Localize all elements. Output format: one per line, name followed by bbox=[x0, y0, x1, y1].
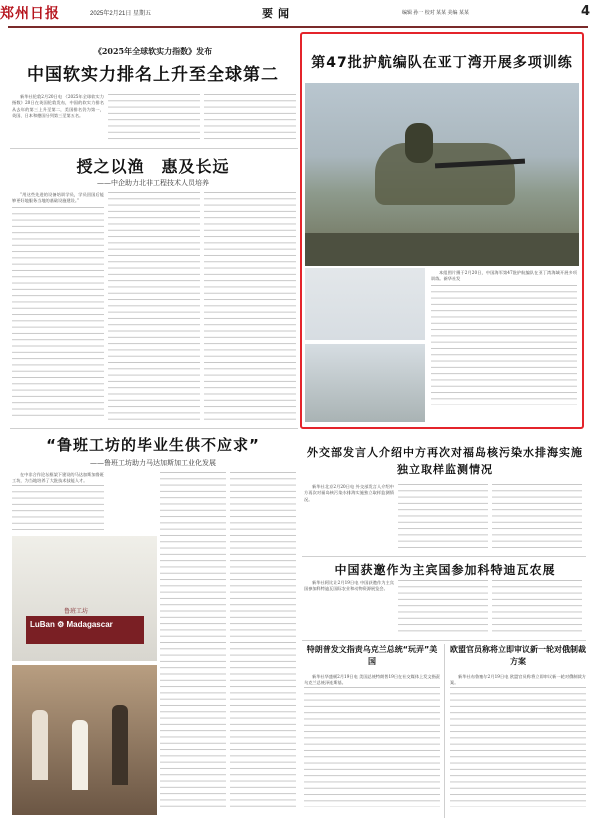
divider bbox=[302, 556, 586, 557]
ship-photo-small-2 bbox=[305, 344, 425, 422]
story1-col1: 新华社伦敦2月20日电 《2025年全球软实力指数》20日在英国伦敦发布，中国的软实力排名从去年的第三上升至第二，美国排名仍为第一，英国、日本和德国分列第三至第五名。 bbox=[12, 94, 104, 118]
section-title: 要闻 bbox=[262, 7, 294, 20]
story6-headline[interactable]: 特朗普发文指责乌克兰总统“玩弄”美国 bbox=[306, 645, 438, 666]
story5-col2 bbox=[398, 580, 488, 636]
story5-col1: 新华社阿比让2月19日电 中国获邀作为主宾国参加科特迪瓦国际农业和动物资源展览会。 bbox=[304, 580, 394, 592]
masthead-rule bbox=[8, 26, 588, 28]
story3-subhead: ——鲁班工坊助力马达加斯加工业化发展 bbox=[90, 459, 216, 467]
story4-col2 bbox=[398, 484, 488, 552]
story3-col2 bbox=[160, 472, 226, 812]
story3-col1: 在中非合作论坛框架下建设的马达加斯加鲁班工坊，为当地培养了大批技术技能人才。 bbox=[12, 472, 104, 532]
feature-text-area bbox=[305, 268, 579, 426]
story2-subhead: ——中企助力北非工程技术人员培养 bbox=[97, 179, 209, 187]
story3-headline[interactable]: “鲁班工坊的毕业生供不应求” bbox=[46, 436, 260, 454]
story1-headline[interactable]: 中国软实力排名上升至全球第二 bbox=[27, 65, 279, 85]
feature-headline[interactable]: 第47批护航编队在亚丁湾开展多项训练 bbox=[311, 55, 573, 71]
story5-headline[interactable]: 中国获邀作为主宾国参加科特迪瓦农展 bbox=[334, 563, 556, 577]
story2-headline[interactable]: 授之以渔 惠及长远 bbox=[76, 157, 230, 176]
editor-credits: 编辑 孙一 校对 某某 美编 某某 bbox=[402, 10, 469, 16]
story4-col3 bbox=[492, 484, 582, 552]
divider bbox=[302, 640, 586, 641]
story5-col3 bbox=[492, 580, 582, 636]
story1-kicker: 《2025年全球软实力指数》发布 bbox=[93, 46, 213, 56]
story3-col3 bbox=[230, 472, 296, 812]
masthead bbox=[0, 0, 590, 26]
luban-sign-cn: 鲁班工坊 bbox=[64, 608, 89, 615]
story1-col3 bbox=[204, 94, 296, 144]
divider bbox=[10, 148, 298, 149]
story1-col2 bbox=[108, 94, 200, 144]
story2-col1: “用这些先进的设备培训学员，学员回国后能够更好地服务当地的基础设施建设。” bbox=[12, 192, 104, 422]
divider bbox=[10, 428, 298, 429]
feature-caption-block: 本组图片摄于2月20日，中国海军第47批护航编队在亚丁湾海域开展多项训练。新华社发 bbox=[431, 270, 577, 420]
workshop-students-photo bbox=[12, 665, 157, 815]
story4-col1: 新华社北京2月20日电 外交部发言人介绍中方再次对福岛核污染水排海实施独立取样监测情况。 bbox=[304, 484, 394, 502]
story2-col3 bbox=[204, 192, 296, 422]
luban-workshop-photo bbox=[12, 536, 157, 661]
divider bbox=[444, 644, 445, 818]
story7-body: 新华社布鲁塞尔2月19日电 欧盟官员称将立即审议新一轮对俄制裁方案。 bbox=[450, 674, 586, 816]
story6-body: 新华社华盛顿2月19日电 美国总统特朗普19日在社交媒体上发文指责乌克兰总统泽连斯基。 bbox=[304, 674, 440, 816]
newspaper-logo: 郑州日报 bbox=[0, 6, 60, 22]
story4-headline[interactable]: 外交部发言人介绍中方再次对福岛核污染水排海实施独立取样监测情况 bbox=[307, 446, 583, 476]
luban-sign-text: LuBan ⚙ Madagascar bbox=[30, 620, 113, 629]
ship-photo-small bbox=[305, 268, 425, 340]
story7-headline[interactable]: 欧盟官员称将立即审议新一轮对俄制裁方案 bbox=[450, 645, 586, 666]
navy-escort-photo[interactable] bbox=[305, 83, 579, 266]
issue-date: 2025年2月21日 星期五 bbox=[90, 11, 152, 17]
page-number: 4 bbox=[580, 4, 590, 19]
story2-col2 bbox=[108, 192, 200, 422]
